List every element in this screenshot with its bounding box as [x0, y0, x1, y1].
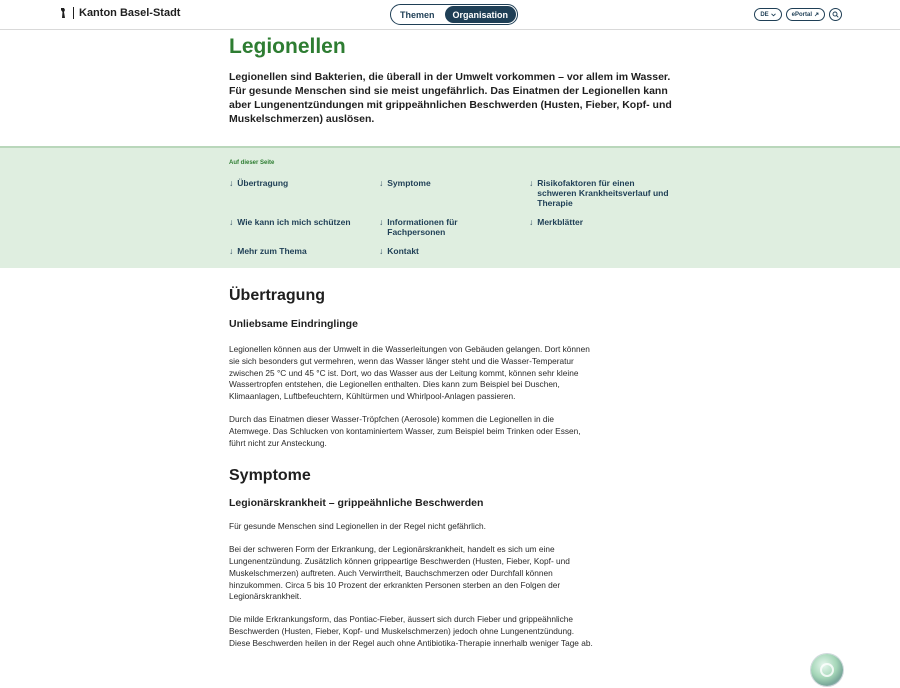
site-header [0, 0, 900, 30]
header-tools [754, 8, 842, 21]
page-title: Legionellen [229, 35, 346, 58]
anchor-schutz[interactable]: ↓ Wie kann ich mich schützen [229, 217, 351, 227]
search-icon [832, 11, 839, 18]
arrow-down-icon: ↓ [229, 217, 234, 227]
nav-label: Auf dieser Seite [229, 160, 275, 166]
section-subtitle-uebertragung: Unliebsame Eindringlinge [229, 318, 358, 330]
logo-divider [73, 7, 74, 19]
paragraph: Durch das Einatmen dieser Wasser-Tröpfchen (Aerosole) kommen die Legionellen in die Atemwege. Das Schlucken von kontaminiertem Wasser, zum Beispiel beim Trinken oder Essen, führt nicht zur Ansteckung. [229, 413, 581, 448]
language-label: DE [760, 11, 769, 18]
section-title-symptome: Symptome [229, 467, 311, 485]
site-logo[interactable] [59, 7, 180, 19]
arrow-down-icon: ↓ [379, 217, 384, 227]
paragraph: Die milde Erkrankungsform, das Pontiac-Fieber, äussert sich durch Fieber und grippeähnliche Beschwerden (Husten, Fieber, Kopf- und Muskelschmerzen) jedoch ohne Lungenentzündung. Diese Beschwerden heilen in der Regel auch ohne Antibiotika-Therapie innerhalb weniger Tage ab. [229, 614, 593, 648]
chat-bubble-icon [820, 663, 834, 677]
paragraph: Bei der schweren Form der Erkrankung, der Legionärskrankheit, handelt es sich um eine Lungenentzündung. Zusätzlich können grippeartige Beschwerden (Husten, Fieber, Kopf- und Muskelschmerzen) auftreten. Auch Verwirrtheit, Bauchschmerzen oder Durchfall können hinzukommen. Circa 5 bis 10 Prozent der erkrankten Personen sterben an den Folgen der Legionärskrankheit. [229, 544, 570, 602]
arrow-down-icon: ↓ [529, 178, 534, 188]
on-this-page-nav [0, 146, 900, 268]
basel-staff-icon [59, 7, 68, 19]
chat-assistant-button[interactable] [811, 654, 843, 686]
tab-organisation[interactable]: Organisation [445, 6, 517, 23]
tab-themen[interactable]: Themen [400, 9, 435, 20]
arrow-down-icon: ↓ [229, 246, 234, 256]
arrow-down-icon: ↓ [379, 246, 384, 256]
lead-paragraph: Legionellen sind Bakterien, die überall in der Umwelt vorkommen – vor allem im Wasser. Für gesunde Menschen sind sie meist ungefährlich. Das Einatmen der Legionellen kann aber Lungenentzündungen mit grippeähnlichen Beschwerden (Husten, Fieber, Kopf- und Muskelschmerzen) auslösen. [229, 71, 672, 125]
eportal-link[interactable] [786, 8, 825, 21]
arrow-down-icon: ↓ [229, 178, 234, 188]
chevron-down-icon [771, 13, 776, 17]
main-content [229, 287, 594, 650]
arrow-down-icon: ↓ [529, 217, 534, 227]
logo-text: Kanton Basel-Stadt [79, 7, 181, 19]
eportal-label: ePortal [791, 11, 812, 18]
language-select[interactable] [754, 8, 781, 21]
view-toggle [390, 4, 518, 25]
section-subtitle-symptome: Legionärskrankheit – grippeähnliche Beschwerden [229, 497, 484, 510]
paragraph: Für gesunde Menschen sind Legionellen in der Regel nicht gefährlich. [229, 521, 486, 532]
paragraph: Legionellen können aus der Umwelt in die Wasserleitungen von Gebäuden gelangen. Dort können sie sich besonders gut vermehren, wenn das Wasser länger steht und die Wasser-Temperatur zwischen 25 °C und 45 °C ist. Dort, wo das Wasser aus der Leitung kommt, können sehr kleine Wassertropfen entstehen, die Legionellen enthalten. Dies kann zum Beispiel bei Duschen, Klimaanlagen, Luftbefeuchtern, Kühltürmen und Whirlpool-Anlagen passieren. [229, 344, 590, 402]
anchor-symptome[interactable]: ↓ Symptome [379, 178, 431, 188]
anchor-kontakt[interactable]: ↓ Kontakt [379, 246, 419, 256]
anchor-uebertragung[interactable]: ↓ Übertragung [229, 178, 289, 188]
anchor-risikofaktoren[interactable]: ↓ Risikofaktoren für einen schweren Krankheitsverlauf und Therapie [529, 178, 669, 208]
search-button[interactable] [829, 8, 842, 21]
arrow-down-icon: ↓ [379, 178, 384, 188]
anchor-mehr-zum-thema[interactable]: ↓ Mehr zum Thema [229, 246, 307, 256]
anchor-merkblaetter[interactable]: ↓ Merkblätter [529, 217, 584, 227]
external-link-icon [814, 12, 819, 17]
anchor-fachpersonen[interactable]: ↓ Informationen für Fachpersonen [379, 217, 458, 237]
section-title-uebertragung: Übertragung [229, 287, 325, 304]
